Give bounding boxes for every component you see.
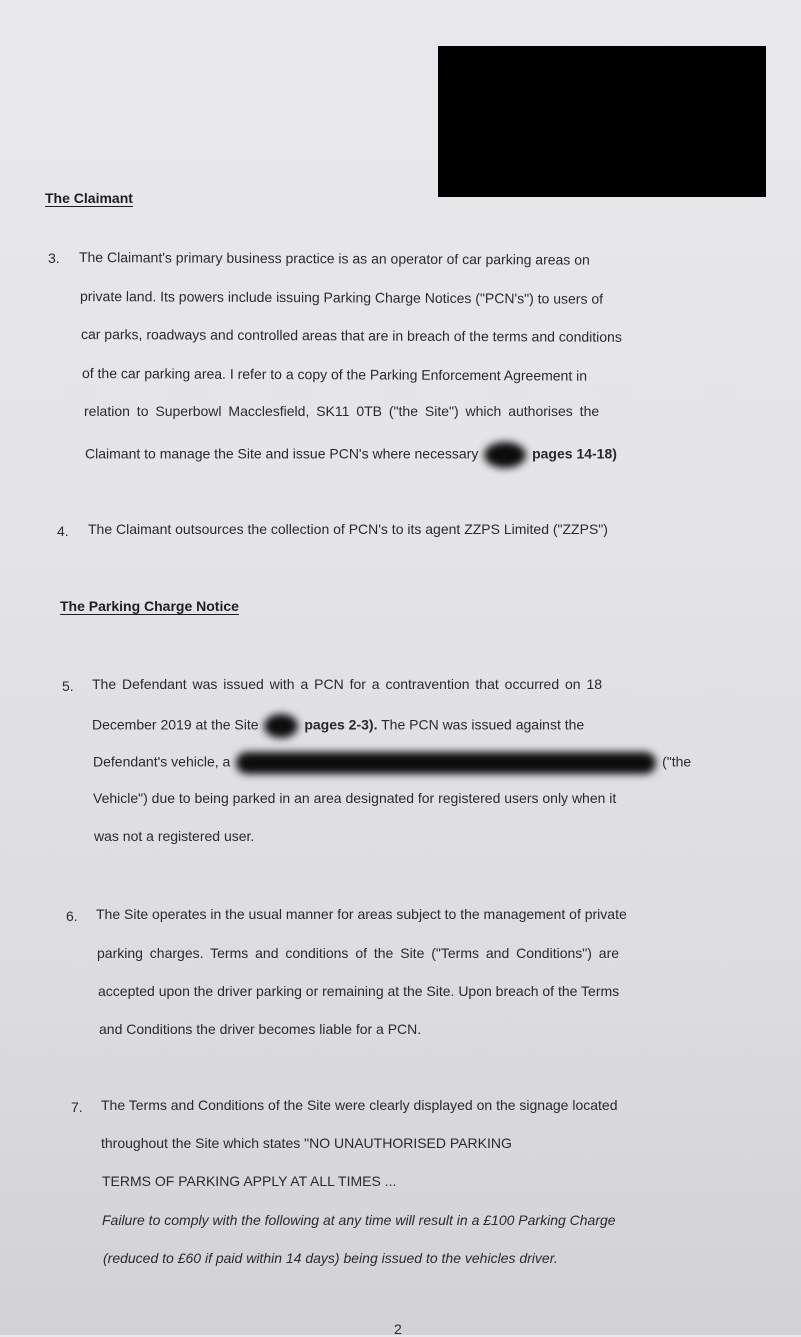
- paragraph-line: The Defendant was issued with a PCN for a contravention that occurred on 18: [92, 676, 603, 692]
- page-reference: pages 14-18): [532, 445, 617, 462]
- paragraph-line: (reduced to £60 if paid within 14 days) being issued to the vehicles driver.: [103, 1250, 558, 1266]
- paragraph-line: TERMS OF PARKING APPLY AT ALL TIMES ...: [102, 1173, 397, 1189]
- line-text: ("the: [662, 753, 692, 770]
- paragraph-line: [93, 752, 691, 774]
- paragraph-line: Vehicle") due to being parked in an area designated for registered users only when it: [93, 790, 617, 806]
- paragraph-line: accepted upon the driver parking or remaining at the Site. Upon breach of the Terms: [98, 983, 620, 999]
- page-number: 2: [394, 1321, 402, 1337]
- paragraph-line: [85, 442, 617, 468]
- paragraph-line: parking charges. Terms and conditions of the Site ("Terms and Conditions") are: [97, 945, 620, 961]
- paragraph-line: and Conditions the driver becomes liable for a PCN.: [99, 1021, 422, 1037]
- paragraph-line: was not a registered user.: [94, 828, 255, 844]
- paragraph-number: 5.: [62, 678, 74, 694]
- paragraph-line: The Claimant's primary business practice is as an operator of car parking areas on: [78, 249, 590, 268]
- paragraph-line: throughout the Site which states "NO UNAUTHORISED PARKING: [101, 1135, 512, 1151]
- paragraph-number: 6.: [66, 908, 78, 924]
- line-text: Defendant's vehicle, a: [93, 753, 231, 770]
- paragraph-line: car parks, roadways and controlled areas that are in breach of the terms and conditions: [80, 326, 622, 345]
- paragraph-line: [92, 714, 584, 738]
- redaction-block: [438, 46, 766, 197]
- paragraph-line: The Claimant outsources the collection of PCN's to its agent ZZPS Limited ("ZZPS"): [88, 521, 608, 537]
- line-text: December 2019 at the Site: [92, 716, 259, 733]
- paragraph-line: private land. Its powers include issuing Parking Charge Notices ("PCN's") to users of: [79, 288, 604, 307]
- paragraph-line: The Terms and Conditions of the Site were clearly displayed on the signage located: [101, 1097, 618, 1113]
- redaction-blot: [264, 714, 298, 738]
- paragraph-line: The Site operates in the usual manner for areas subject to the management of private: [96, 906, 627, 922]
- section-heading-pcn: The Parking Charge Notice: [60, 598, 239, 614]
- page-reference: pages 2-3).: [304, 716, 378, 733]
- redaction-blot: [484, 442, 526, 468]
- line-text: The PCN was issued against the: [381, 716, 585, 733]
- paragraph-number: 3.: [48, 250, 60, 266]
- section-heading-claimant: The Claimant: [45, 190, 133, 206]
- line-text: Claimant to manage the Site and issue PCN's where necessary: [85, 445, 479, 462]
- redaction-blot: [236, 752, 656, 774]
- paragraph-line: of the car parking area. I refer to a copy of the Parking Enforcement Agreement in: [81, 365, 588, 384]
- paragraph-line: relation to Superbowl Macclesfield, SK11 0TB ("the Site") which authorises the: [84, 403, 600, 419]
- paragraph-number: 4.: [57, 523, 69, 539]
- paragraph-line: Failure to comply with the following at any time will result in a £100 Parking Charge: [102, 1212, 616, 1228]
- paragraph-number: 7.: [71, 1099, 83, 1115]
